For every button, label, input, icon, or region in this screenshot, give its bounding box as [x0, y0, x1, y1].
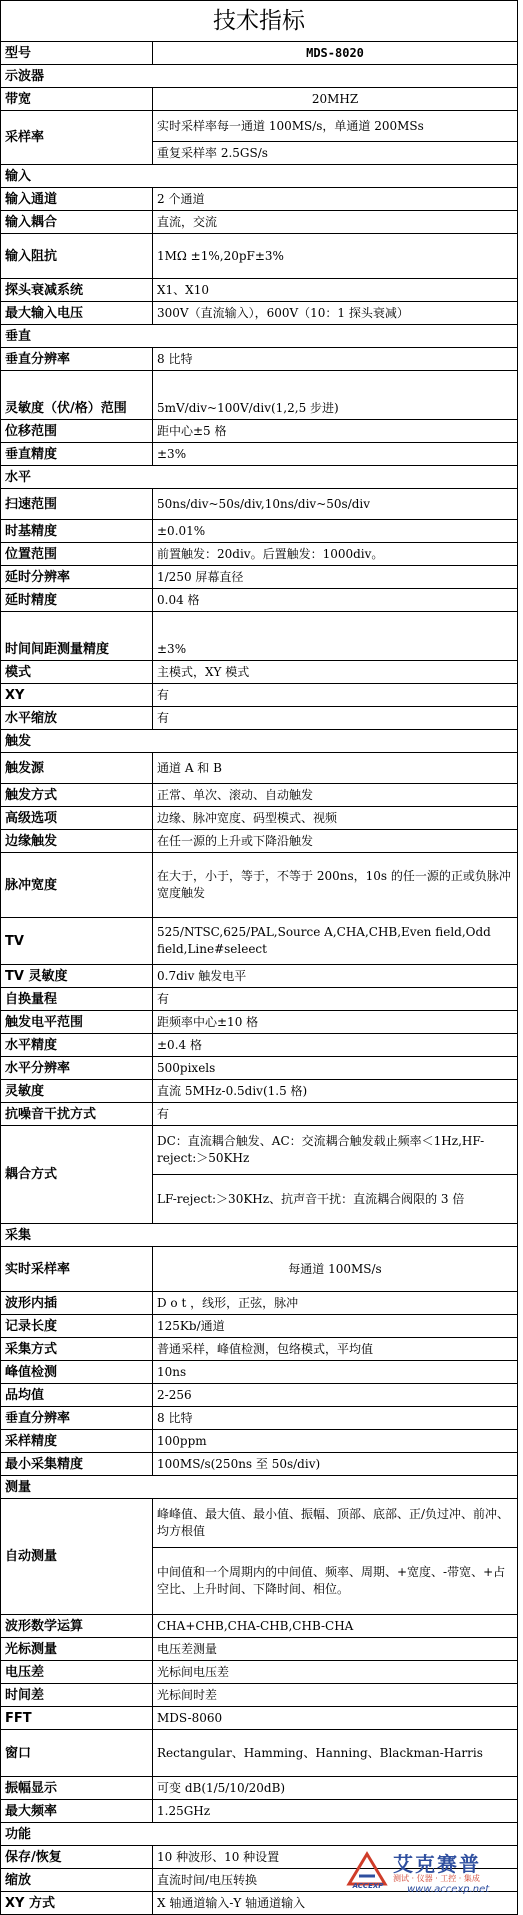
spec-value: ±3% [153, 443, 518, 466]
spec-row [1, 188, 518, 211]
spec-label: 采集方式 [1, 1338, 153, 1361]
spec-label: 振幅显示 [1, 1777, 153, 1800]
spec-value: 有 [153, 1103, 518, 1126]
section-heading: 功能 [1, 1823, 518, 1846]
spec-row [1, 1800, 518, 1823]
spec-row [1, 443, 518, 466]
section-row [1, 65, 518, 88]
spec-row [1, 918, 518, 965]
spec-value: MDS-8020 [153, 42, 518, 65]
spec-row [1, 1103, 518, 1126]
spec-row [1, 1638, 518, 1661]
section-heading: 触发 [1, 730, 518, 753]
spec-row [1, 784, 518, 807]
spec-value: CHA+CHB,CHA-CHB,CHB-CHA [153, 1615, 518, 1638]
spec-row [1, 1407, 518, 1430]
spec-row [1, 807, 518, 830]
spec-row [1, 1034, 518, 1057]
spec-label: 时基精度 [1, 520, 153, 543]
section-row [1, 466, 518, 489]
spec-value: 中间值和一个周期内的中间值、频率、周期、+宽度、-带宽、+占空比、上升时间、下降时间、相位。 [153, 1548, 518, 1615]
spec-row [1, 830, 518, 853]
spec-value: 10 种波形、10 种设置 [153, 1846, 518, 1869]
spec-value: 有 [153, 988, 518, 1011]
spec-value: LF-reject:＞30KHz、抗声音干扰：直流耦合阀限的 3 倍 [153, 1175, 518, 1224]
section-row [1, 165, 518, 188]
spec-value: 距频率中心±10 格 [153, 1011, 518, 1034]
spec-row [1, 1777, 518, 1800]
spec-row [1, 1384, 518, 1407]
spec-label: XY [1, 684, 153, 707]
spec-label: 垂直精度 [1, 443, 153, 466]
spec-label: 电压差 [1, 1661, 153, 1684]
spec-label: 灵敏度 [1, 1080, 153, 1103]
spec-label: 扫速范围 [1, 489, 153, 520]
spec-label: 实时采样率 [1, 1247, 153, 1292]
spec-row [1, 589, 518, 612]
spec-label: 位移范围 [1, 420, 153, 443]
spec-value: 光标间电压差 [153, 1661, 518, 1684]
spec-row [1, 1892, 518, 1915]
brand-url: www.accexp.net [407, 1884, 490, 1895]
spec-row [1, 1430, 518, 1453]
spec-label: 抗噪音干扰方式 [1, 1103, 153, 1126]
spec-value: 1.25GHz [153, 1800, 518, 1823]
spec-row [1, 684, 518, 707]
spec-value: 125Kb/通道 [153, 1315, 518, 1338]
spec-row [1, 348, 518, 371]
spec-label: 峰值检测 [1, 1361, 153, 1384]
spec-value: 可变 dB(1/5/10/20dB) [153, 1777, 518, 1800]
spec-value: 10ns [153, 1361, 518, 1384]
spec-row [1, 279, 518, 302]
spec-label: 触发源 [1, 753, 153, 784]
spec-value: X1、X10 [153, 279, 518, 302]
spec-row [1, 1011, 518, 1034]
spec-label: 保存/恢复 [1, 1846, 153, 1869]
spec-value: 有 [153, 707, 518, 730]
spec-value: 2-256 [153, 1384, 518, 1407]
spec-row [1, 234, 518, 279]
spec-label: 输入阻抗 [1, 234, 153, 279]
spec-row [1, 520, 518, 543]
spec-label: 记录长度 [1, 1315, 153, 1338]
spec-row [1, 302, 518, 325]
spec-value: 峰峰值、最大值、最小值、振幅、顶部、底部、正/负过冲、前冲、均方根值 [153, 1499, 518, 1548]
spec-value: 1/250 屏幕直径 [153, 566, 518, 589]
section-row [1, 1476, 518, 1499]
spec-row [1, 965, 518, 988]
section-heading: 示波器 [1, 65, 518, 88]
spec-label: 触发方式 [1, 784, 153, 807]
spec-row [1, 753, 518, 784]
spec-row [1, 1730, 518, 1777]
section-row [1, 1224, 518, 1247]
spec-value: MDS-8060 [153, 1707, 518, 1730]
spec-value: 重复采样率 2.5GS/s [153, 142, 518, 165]
spec-row [1, 211, 518, 234]
spec-value: 300V（直流输入），600V（10：1 探头衰减） [153, 302, 518, 325]
spec-label: 耦合方式 [1, 1126, 153, 1224]
spec-label: 缩放 [1, 1869, 153, 1892]
spec-label: 位置范围 [1, 543, 153, 566]
spec-row [1, 1361, 518, 1384]
spec-value: X 轴通道输入-Y 轴通道输入 [153, 1892, 518, 1915]
spec-value: 通道 A 和 B [153, 753, 518, 784]
spec-row [1, 543, 518, 566]
spec-label: 光标测量 [1, 1638, 153, 1661]
spec-value: DC：直流耦合触发、AC：交流耦合触发载止频率＜1Hz,HF-reject:＞50KHz [153, 1126, 518, 1175]
spec-value: 主模式，XY 模式 [153, 661, 518, 684]
spec-row [1, 1292, 518, 1315]
spec-row [1, 1247, 518, 1292]
spec-label: 输入通道 [1, 188, 153, 211]
spec-row [1, 1315, 518, 1338]
spec-label: 最大频率 [1, 1800, 153, 1823]
spec-label: 波形数学运算 [1, 1615, 153, 1638]
spec-label: 模式 [1, 661, 153, 684]
spec-label: 品均值 [1, 1384, 153, 1407]
spec-row [1, 1869, 518, 1892]
spec-row [1, 1846, 518, 1869]
spec-value: 距中心±5 格 [153, 420, 518, 443]
spec-label: 自换量程 [1, 988, 153, 1011]
spec-row [1, 1499, 518, 1548]
spec-row [1, 988, 518, 1011]
spec-label: 触发电平范围 [1, 1011, 153, 1034]
spec-label: 水平缩放 [1, 707, 153, 730]
section-row [1, 1823, 518, 1846]
spec-row [1, 1453, 518, 1476]
spec-value: 电压差测量 [153, 1638, 518, 1661]
spec-value: 8 比特 [153, 348, 518, 371]
spec-value: 在大于，小于，等于，不等于 200ns，10s 的任一源的正或负脉冲宽度触发 [153, 853, 518, 918]
spec-row [1, 661, 518, 684]
spec-row [1, 1707, 518, 1730]
spec-value: 前置触发：20div。后置触发：1000div。 [153, 543, 518, 566]
spec-label: 采样精度 [1, 1430, 153, 1453]
spec-value: 2 个通道 [153, 188, 518, 211]
spec-label: 脉冲宽度 [1, 853, 153, 918]
spec-row [1, 853, 518, 918]
spec-value: 实时采样率每一通道 100MS/s，单通道 200MSs [153, 111, 518, 142]
spec-label: 延时精度 [1, 589, 153, 612]
logo-text: ACCEXP [352, 1882, 384, 1890]
title-row [1, 1, 518, 42]
spec-label: 边缘触发 [1, 830, 153, 853]
spec-value: 5mV/div~100V/div(1,2,5 步进) [153, 371, 518, 420]
spec-value: 正常、单次、滚动、自动触发 [153, 784, 518, 807]
section-heading: 水平 [1, 466, 518, 489]
section-heading: 测量 [1, 1476, 518, 1499]
spec-value: 500pixels [153, 1057, 518, 1080]
spec-value: 边缘、脉冲宽度、码型模式、视频 [153, 807, 518, 830]
spec-row [1, 1615, 518, 1638]
spec-label: 垂直分辨率 [1, 1407, 153, 1430]
spec-label: 探头衰减系统 [1, 279, 153, 302]
spec-value: 20MHZ [153, 88, 518, 111]
spec-row [1, 371, 518, 420]
spec-value: 100MS/s(250ns 至 50s/div) [153, 1453, 518, 1476]
spec-label: XY 方式 [1, 1892, 153, 1915]
spec-label: 输入耦合 [1, 211, 153, 234]
spec-label: 最小采集精度 [1, 1453, 153, 1476]
spec-label: 垂直分辨率 [1, 348, 153, 371]
spec-label: TV [1, 918, 153, 965]
spec-value: 普通采样，峰值检测，包络模式，平均值 [153, 1338, 518, 1361]
spec-value: 100ppm [153, 1430, 518, 1453]
spec-row [1, 566, 518, 589]
section-heading: 输入 [1, 165, 518, 188]
spec-label: 波形内插 [1, 1292, 153, 1315]
brand-name: 艾克赛普 [393, 1852, 481, 1876]
spec-value: ±0.4 格 [153, 1034, 518, 1057]
spec-label: 高级选项 [1, 807, 153, 830]
spec-label: 最大输入电压 [1, 302, 153, 325]
spec-row [1, 707, 518, 730]
spec-row [1, 612, 518, 661]
spec-value: Rectangular、Hamming、Hanning、Blackman-Harris [153, 1730, 518, 1777]
spec-value: ±3% [153, 612, 518, 661]
spec-value: 0.7div 触发电平 [153, 965, 518, 988]
spec-label: 时间差 [1, 1684, 153, 1707]
page-title: 技术指标 [1, 1, 518, 42]
spec-label: 型号 [1, 42, 153, 65]
spec-label: 自动测量 [1, 1499, 153, 1615]
spec-label: 带宽 [1, 88, 153, 111]
spec-row [1, 1684, 518, 1707]
brand-tagline: 测试 · 仪器 · 工控 · 集成 [393, 1874, 480, 1883]
spec-row [1, 88, 518, 111]
spec-row [1, 1338, 518, 1361]
spec-row [1, 1661, 518, 1684]
spec-value: 1MΩ ±1%,20pF±3% [153, 234, 518, 279]
spec-label: 水平分辨率 [1, 1057, 153, 1080]
spec-label: 窗口 [1, 1730, 153, 1777]
spec-row [1, 1057, 518, 1080]
spec-label: 采样率 [1, 111, 153, 165]
spec-row [1, 111, 518, 142]
spec-label: FFT [1, 1707, 153, 1730]
spec-value: 直流，交流 [153, 211, 518, 234]
spec-value: 0.04 格 [153, 589, 518, 612]
spec-row [1, 420, 518, 443]
spec-label: 时间间距测量精度 [1, 612, 153, 661]
spec-value: 直流时间/电压转换 [153, 1869, 518, 1892]
spec-label: 灵敏度（伏/格）范围 [1, 371, 153, 420]
spec-value: D o t ，线形，正弦，脉冲 [153, 1292, 518, 1315]
spec-value: 8 比特 [153, 1407, 518, 1430]
spec-label: 延时分辨率 [1, 566, 153, 589]
spec-value: 在任一源的上升或下降沿触发 [153, 830, 518, 853]
spec-value: 有 [153, 684, 518, 707]
spec-label: 水平精度 [1, 1034, 153, 1057]
spec-value: 50ns/div~50s/div,10ns/div~50s/div [153, 489, 518, 520]
section-heading: 采集 [1, 1224, 518, 1247]
section-heading: 垂直 [1, 325, 518, 348]
spec-row [1, 489, 518, 520]
spec-row [1, 1080, 518, 1103]
spec-value: 光标间时差 [153, 1684, 518, 1707]
spec-value: ±0.01% [153, 520, 518, 543]
section-row [1, 730, 518, 753]
spec-row [1, 1126, 518, 1175]
spec-value: 直流 5MHz-0.5div(1.5 格) [153, 1080, 518, 1103]
spec-label: TV 灵敏度 [1, 965, 153, 988]
section-row [1, 325, 518, 348]
spec-value: 每通道 100MS/s [153, 1247, 518, 1292]
spec-row [1, 42, 518, 65]
spec-value: 525/NTSC,625/PAL,Source A,CHA,CHB,Even field,Odd field,Line#seleect [153, 918, 518, 965]
